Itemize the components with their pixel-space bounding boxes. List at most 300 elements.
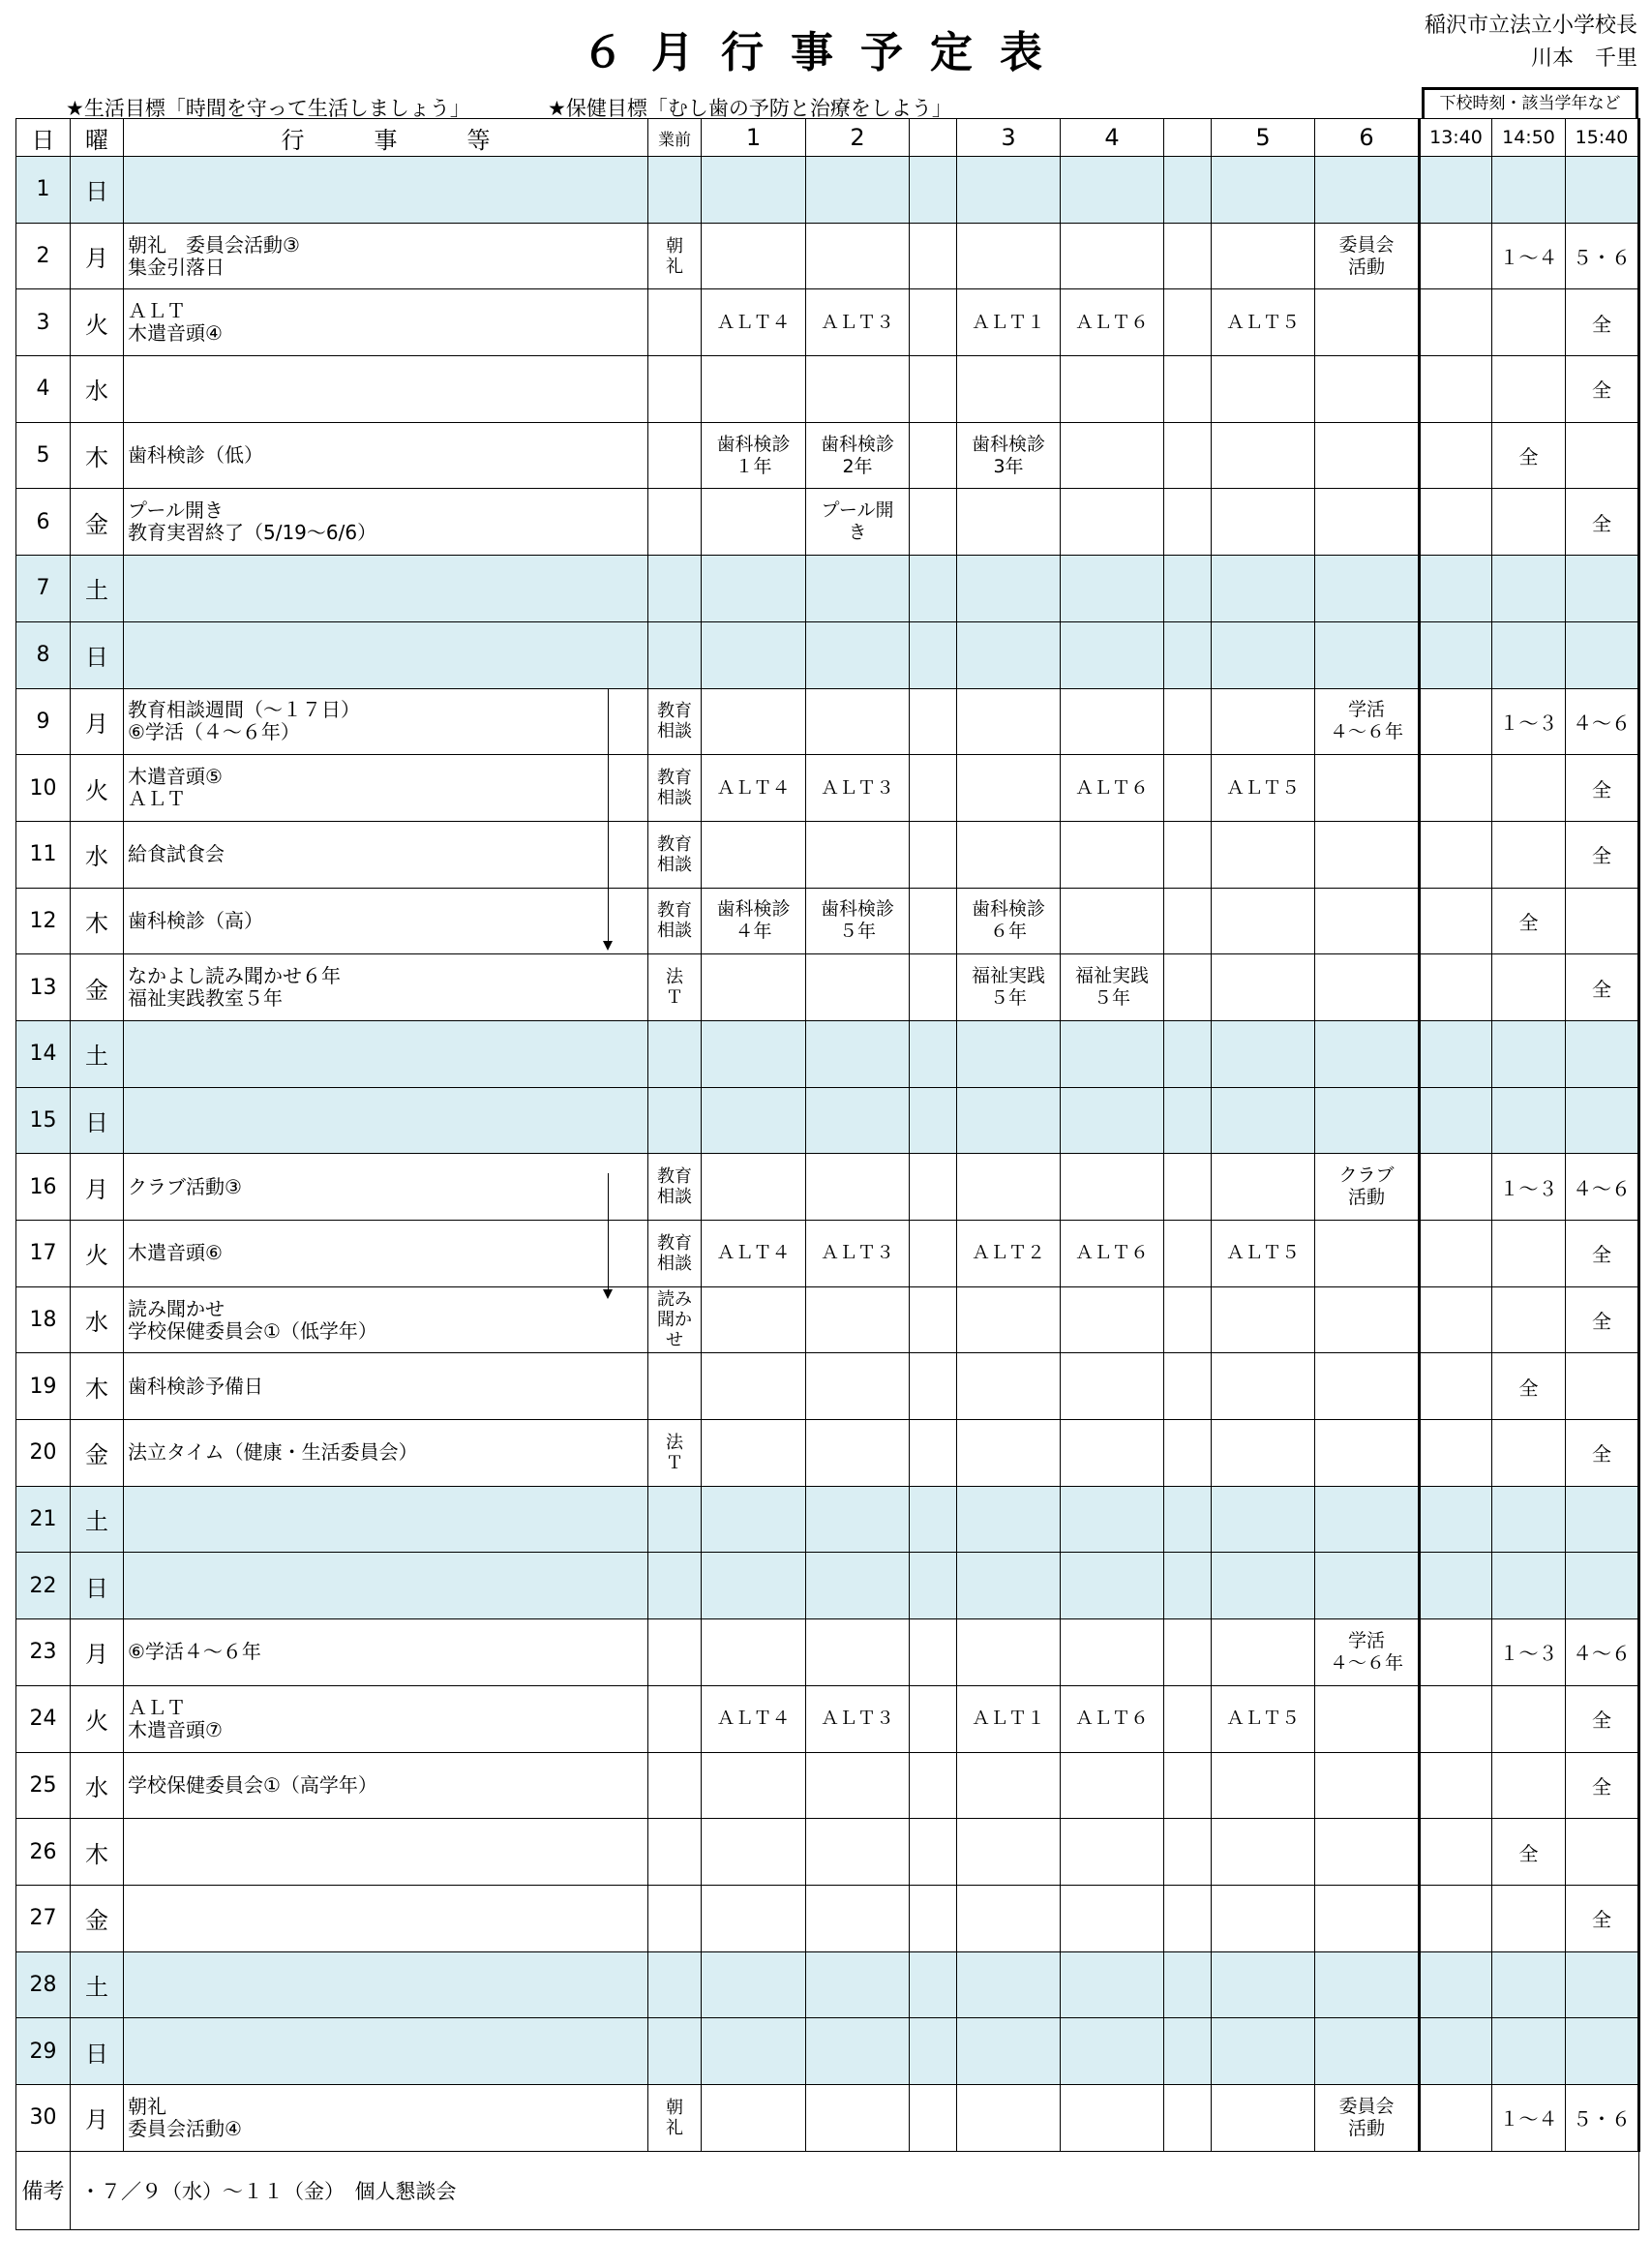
gap-cell — [1164, 1553, 1212, 1619]
gap-cell — [1164, 489, 1212, 556]
period-3-cell: ＡＬＴ１ — [957, 289, 1061, 356]
period-6-cell — [1315, 556, 1420, 622]
period-3-cell — [957, 1286, 1061, 1353]
dow-cell: 水 — [71, 356, 124, 423]
period-1-cell — [702, 556, 806, 622]
pre-class-cell — [648, 1885, 702, 1951]
col-period-3: 3 — [957, 119, 1061, 157]
period-6-cell — [1315, 489, 1420, 556]
period-6-cell — [1315, 2018, 1420, 2085]
dow-cell: 水 — [71, 1752, 124, 1819]
period-1-cell — [702, 1553, 806, 1619]
period-5-cell — [1212, 157, 1315, 224]
table-row — [16, 2084, 1639, 2151]
period-4-cell — [1061, 1087, 1164, 1154]
period-2-cell — [806, 157, 910, 224]
gap-cell — [1164, 356, 1212, 423]
period-5-cell: ＡＬＴ５ — [1212, 1221, 1315, 1287]
period-3-cell — [957, 755, 1061, 822]
gap-cell — [910, 223, 957, 289]
dismiss-1340-cell — [1420, 755, 1492, 822]
period-4-cell — [1061, 821, 1164, 888]
dismiss-1450-cell — [1492, 1087, 1566, 1154]
dismiss-1540-cell — [1566, 556, 1639, 622]
day-cell: 23 — [16, 1619, 71, 1686]
event-cell — [124, 157, 648, 224]
period-4-cell — [1061, 1951, 1164, 2018]
period-2-cell — [806, 1752, 910, 1819]
pre-class-cell: 教育 相談 — [648, 821, 702, 888]
day-cell: 21 — [16, 1486, 71, 1553]
table-row — [16, 1619, 1639, 1686]
gap-cell — [910, 1221, 957, 1287]
gap-cell — [910, 1752, 957, 1819]
day-cell: 16 — [16, 1154, 71, 1221]
pre-class-cell — [648, 621, 702, 688]
period-6-cell: クラブ 活動 — [1315, 1154, 1420, 1221]
period-2-cell — [806, 1154, 910, 1221]
dismiss-1340-cell — [1420, 1819, 1492, 1886]
period-5-cell: ＡＬＴ５ — [1212, 755, 1315, 822]
period-3-cell — [957, 1087, 1061, 1154]
day-cell: 27 — [16, 1885, 71, 1951]
period-5-cell: ＡＬＴ５ — [1212, 289, 1315, 356]
period-3-cell: ＡＬＴ２ — [957, 1221, 1061, 1287]
gap-cell — [1164, 1685, 1212, 1752]
gap-cell — [910, 1286, 957, 1353]
col-events: 行 事 等 — [124, 119, 648, 157]
gap-cell — [910, 688, 957, 755]
dismiss-1540-cell — [1566, 422, 1639, 489]
dismiss-1340-cell — [1420, 1286, 1492, 1353]
pre-class-cell — [648, 1353, 702, 1420]
period-1-cell: ＡＬＴ４ — [702, 1221, 806, 1287]
period-1-cell — [702, 821, 806, 888]
gap-cell — [1164, 755, 1212, 822]
school-principal-title: 稲沢市立法立小学校長 — [1424, 14, 1637, 38]
gap-cell — [910, 1951, 957, 2018]
period-6-cell — [1315, 1020, 1420, 1087]
gap-cell — [910, 1685, 957, 1752]
dismiss-1450-cell — [1492, 1221, 1566, 1287]
dismiss-1340-cell — [1420, 489, 1492, 556]
event-cell: ⑥学活４～６年 — [124, 1619, 648, 1686]
period-4-cell — [1061, 556, 1164, 622]
dismiss-1340-cell — [1420, 688, 1492, 755]
period-5-cell: ＡＬＴ５ — [1212, 1685, 1315, 1752]
period-1-cell — [702, 1885, 806, 1951]
period-5-cell — [1212, 489, 1315, 556]
dismiss-1340-cell — [1420, 1221, 1492, 1287]
event-cell: なかよし読み聞かせ６年 福祉実践教室５年 — [124, 954, 648, 1021]
dismiss-1540-cell — [1566, 621, 1639, 688]
gap-cell — [910, 356, 957, 423]
event-cell: 木遣音頭⑥ — [124, 1221, 648, 1287]
event-cell: 朝礼 委員会活動③ 集金引落日 — [124, 223, 648, 289]
period-4-cell — [1061, 1020, 1164, 1087]
period-4-cell — [1061, 157, 1164, 224]
pre-class-cell — [648, 1752, 702, 1819]
table-row — [16, 223, 1639, 289]
gap-cell — [1164, 157, 1212, 224]
period-1-cell — [702, 954, 806, 1021]
period-3-cell — [957, 2084, 1061, 2151]
period-5-cell — [1212, 1353, 1315, 1420]
period-1-cell — [702, 688, 806, 755]
dismiss-1540-cell: ４～６ — [1566, 1154, 1639, 1221]
gap-cell — [910, 821, 957, 888]
period-4-cell — [1061, 1154, 1164, 1221]
gap-cell — [910, 1353, 957, 1420]
day-cell: 10 — [16, 755, 71, 822]
dow-cell: 木 — [71, 888, 124, 954]
period-2-cell — [806, 223, 910, 289]
event-cell: 木遣音頭⑤ ＡＬＴ — [124, 755, 648, 822]
period-3-cell — [957, 1752, 1061, 1819]
day-cell: 28 — [16, 1951, 71, 2018]
period-4-cell — [1061, 1752, 1164, 1819]
event-cell: 読み聞かせ 学校保健委員会①（低学年） — [124, 1286, 648, 1353]
dismiss-1340-cell — [1420, 157, 1492, 224]
dismiss-1540-cell: ４～６ — [1566, 1619, 1639, 1686]
dismiss-1450-cell: １～４ — [1492, 2084, 1566, 2151]
period-5-cell — [1212, 223, 1315, 289]
day-cell: 26 — [16, 1819, 71, 1886]
period-2-cell: ＡＬＴ３ — [806, 1221, 910, 1287]
period-4-cell — [1061, 1486, 1164, 1553]
dismiss-1540-cell: 全 — [1566, 1221, 1639, 1287]
dismiss-1450-cell — [1492, 954, 1566, 1021]
period-4-cell — [1061, 1819, 1164, 1886]
table-row — [16, 489, 1639, 556]
col-gap-1 — [910, 119, 957, 157]
gap-cell — [910, 2084, 957, 2151]
dismiss-1540-cell — [1566, 1020, 1639, 1087]
gap-cell — [1164, 1885, 1212, 1951]
gap-cell — [910, 954, 957, 1021]
dow-cell: 土 — [71, 1486, 124, 1553]
period-6-cell — [1315, 821, 1420, 888]
period-6-cell — [1315, 1420, 1420, 1487]
gap-cell — [1164, 1353, 1212, 1420]
event-cell: ＡＬＴ 木遣音頭④ — [124, 289, 648, 356]
gap-cell — [1164, 1752, 1212, 1819]
period-2-cell: ＡＬＴ３ — [806, 755, 910, 822]
dow-cell: 木 — [71, 1819, 124, 1886]
event-cell — [124, 1951, 648, 2018]
dismiss-1340-cell — [1420, 1951, 1492, 2018]
dismiss-1340-cell — [1420, 2018, 1492, 2085]
col-period-5: 5 — [1212, 119, 1315, 157]
period-2-cell — [806, 1619, 910, 1686]
period-2-cell — [806, 1951, 910, 2018]
period-4-cell — [1061, 1353, 1164, 1420]
day-cell: 8 — [16, 621, 71, 688]
dismiss-1340-cell — [1420, 821, 1492, 888]
day-cell: 7 — [16, 556, 71, 622]
table-row — [16, 1685, 1639, 1752]
pre-class-cell: 教育 相談 — [648, 1154, 702, 1221]
dow-cell: 金 — [71, 1885, 124, 1951]
period-3-cell — [957, 1420, 1061, 1487]
gap-cell — [1164, 688, 1212, 755]
header-row — [16, 119, 1639, 157]
event-cell — [124, 1553, 648, 1619]
pre-class-cell: 読み 聞か せ — [648, 1286, 702, 1353]
gap-cell — [910, 422, 957, 489]
table-row — [16, 621, 1639, 688]
period-6-cell — [1315, 954, 1420, 1021]
period-5-cell — [1212, 954, 1315, 1021]
period-3-cell — [957, 621, 1061, 688]
dismiss-1540-cell — [1566, 888, 1639, 954]
pre-class-cell — [648, 1685, 702, 1752]
dismiss-1540-cell: 全 — [1566, 755, 1639, 822]
dow-cell: 金 — [71, 954, 124, 1021]
period-1-cell — [702, 1752, 806, 1819]
period-3-cell: 歯科検診 3年 — [957, 422, 1061, 489]
dismiss-1540-cell — [1566, 1087, 1639, 1154]
period-1-cell — [702, 1486, 806, 1553]
dismiss-1450-cell: 全 — [1492, 888, 1566, 954]
period-6-cell: 委員会 活動 — [1315, 223, 1420, 289]
dow-cell: 火 — [71, 1685, 124, 1752]
dismiss-1340-cell — [1420, 1154, 1492, 1221]
gap-cell — [1164, 2084, 1212, 2151]
period-2-cell — [806, 1553, 910, 1619]
gap-cell — [1164, 2018, 1212, 2085]
event-cell: 教育相談週間（～１７日） ⑥学活（４～６年） — [124, 688, 648, 755]
day-cell: 9 — [16, 688, 71, 755]
period-1-cell — [702, 1420, 806, 1487]
dismiss-1340-cell — [1420, 2084, 1492, 2151]
dismiss-1340-cell — [1420, 1353, 1492, 1420]
period-4-cell — [1061, 888, 1164, 954]
table-row — [16, 556, 1639, 622]
period-5-cell — [1212, 556, 1315, 622]
period-1-cell: 歯科検診 ４年 — [702, 888, 806, 954]
dismiss-1540-cell — [1566, 1486, 1639, 1553]
period-5-cell — [1212, 1286, 1315, 1353]
event-cell: 歯科検診（低） — [124, 422, 648, 489]
period-2-cell — [806, 1020, 910, 1087]
dow-cell: 水 — [71, 1286, 124, 1353]
dow-cell: 日 — [71, 157, 124, 224]
period-5-cell — [1212, 1619, 1315, 1686]
dow-cell: 火 — [71, 1221, 124, 1287]
gap-cell — [1164, 556, 1212, 622]
period-4-cell — [1061, 489, 1164, 556]
period-4-cell: ＡＬＴ６ — [1061, 1221, 1164, 1287]
dow-cell: 月 — [71, 223, 124, 289]
dismiss-1540-cell — [1566, 1951, 1639, 2018]
table-row — [16, 888, 1639, 954]
table-row — [16, 289, 1639, 356]
table-row — [16, 1486, 1639, 1553]
period-2-cell: ＡＬＴ３ — [806, 1685, 910, 1752]
period-3-cell — [957, 688, 1061, 755]
dismiss-1340-cell — [1420, 289, 1492, 356]
col-period-2: 2 — [806, 119, 910, 157]
gap-cell — [1164, 1819, 1212, 1886]
dismiss-1450-cell — [1492, 1885, 1566, 1951]
dow-cell: 金 — [71, 489, 124, 556]
period-4-cell — [1061, 1286, 1164, 1353]
period-1-cell — [702, 2084, 806, 2151]
period-6-cell — [1315, 1221, 1420, 1287]
day-cell: 30 — [16, 2084, 71, 2151]
dismissal-header: 下校時刻・該当学年など — [1422, 87, 1638, 118]
table-row — [16, 1286, 1639, 1353]
dow-cell: 金 — [71, 1420, 124, 1487]
gap-cell — [1164, 422, 1212, 489]
gap-cell — [910, 289, 957, 356]
period-6-cell — [1315, 1885, 1420, 1951]
gap-cell — [910, 556, 957, 622]
dow-cell: 月 — [71, 688, 124, 755]
gap-cell — [1164, 223, 1212, 289]
period-4-cell: ＡＬＴ６ — [1061, 1685, 1164, 1752]
event-cell: 歯科検診（高） — [124, 888, 648, 954]
period-5-cell — [1212, 1752, 1315, 1819]
dismiss-1540-cell: 全 — [1566, 1420, 1639, 1487]
pre-class-cell — [648, 422, 702, 489]
period-1-cell — [702, 157, 806, 224]
col-period-4: 4 — [1061, 119, 1164, 157]
period-4-cell: 福祉実践 ５年 — [1061, 954, 1164, 1021]
col-dow: 曜 — [71, 119, 124, 157]
dow-cell: 火 — [71, 289, 124, 356]
gap-cell — [1164, 289, 1212, 356]
dismiss-1540-cell: 全 — [1566, 489, 1639, 556]
dow-cell: 土 — [71, 556, 124, 622]
event-cell: 法立タイム（健康・生活委員会） — [124, 1420, 648, 1487]
dismiss-1340-cell — [1420, 422, 1492, 489]
gap-cell — [1164, 1420, 1212, 1487]
dismiss-1450-cell — [1492, 1685, 1566, 1752]
pre-class-cell: 朝 礼 — [648, 2084, 702, 2151]
dismiss-1450-cell — [1492, 1020, 1566, 1087]
period-4-cell — [1061, 1619, 1164, 1686]
period-2-cell — [806, 1286, 910, 1353]
day-cell: 29 — [16, 2018, 71, 2085]
period-2-cell: ＡＬＴ３ — [806, 289, 910, 356]
table-row — [16, 1087, 1639, 1154]
event-cell — [124, 2018, 648, 2085]
period-3-cell — [957, 2018, 1061, 2085]
dismiss-1540-cell: 全 — [1566, 1885, 1639, 1951]
dismiss-1450-cell — [1492, 755, 1566, 822]
principal-person: 川本 千里 — [1530, 46, 1637, 71]
counseling-week-arrow-1 — [608, 689, 609, 949]
period-6-cell: 委員会 活動 — [1315, 2084, 1420, 2151]
gap-cell — [910, 1885, 957, 1951]
principal-name — [1425, 10, 1637, 76]
period-4-cell — [1061, 223, 1164, 289]
remarks-label: 備考 — [16, 2151, 71, 2229]
period-6-cell — [1315, 1685, 1420, 1752]
period-3-cell — [957, 1020, 1061, 1087]
table-row — [16, 821, 1639, 888]
period-1-cell — [702, 1087, 806, 1154]
pre-class-cell — [648, 356, 702, 423]
dismiss-1340-cell — [1420, 356, 1492, 423]
period-2-cell: 歯科検診 2年 — [806, 422, 910, 489]
day-cell: 12 — [16, 888, 71, 954]
day-cell: 18 — [16, 1286, 71, 1353]
gap-cell — [910, 1020, 957, 1087]
dismiss-1450-cell — [1492, 1486, 1566, 1553]
period-5-cell — [1212, 1420, 1315, 1487]
gap-cell — [910, 2018, 957, 2085]
period-4-cell — [1061, 422, 1164, 489]
gap-cell — [1164, 1951, 1212, 2018]
period-1-cell: 歯科検診 １年 — [702, 422, 806, 489]
day-cell: 25 — [16, 1752, 71, 1819]
dismiss-1540-cell: ５・６ — [1566, 2084, 1639, 2151]
period-3-cell — [957, 1353, 1061, 1420]
event-cell — [124, 1087, 648, 1154]
period-2-cell — [806, 2084, 910, 2151]
dismiss-1340-cell — [1420, 888, 1492, 954]
period-3-cell — [957, 1819, 1061, 1886]
dismiss-1340-cell — [1420, 1752, 1492, 1819]
period-4-cell — [1061, 688, 1164, 755]
day-cell: 4 — [16, 356, 71, 423]
gap-cell — [910, 755, 957, 822]
gap-cell — [910, 157, 957, 224]
schedule-table — [15, 118, 1640, 2230]
pre-class-cell — [648, 2018, 702, 2085]
table-row — [16, 1553, 1639, 1619]
period-5-cell — [1212, 1819, 1315, 1886]
dismiss-1450-cell — [1492, 157, 1566, 224]
event-cell — [124, 1020, 648, 1087]
gap-cell — [1164, 1154, 1212, 1221]
dismiss-1540-cell — [1566, 2018, 1639, 2085]
period-2-cell: 歯科検診 ５年 — [806, 888, 910, 954]
period-6-cell — [1315, 1553, 1420, 1619]
period-4-cell: ＡＬＴ６ — [1061, 755, 1164, 822]
period-5-cell — [1212, 888, 1315, 954]
period-2-cell — [806, 2018, 910, 2085]
period-5-cell — [1212, 1087, 1315, 1154]
period-2-cell — [806, 1087, 910, 1154]
gap-cell — [1164, 621, 1212, 688]
gap-cell — [910, 489, 957, 556]
period-1-cell — [702, 1286, 806, 1353]
table-row — [16, 1420, 1639, 1487]
table-row — [16, 1951, 1639, 2018]
day-cell: 15 — [16, 1087, 71, 1154]
dismiss-1450-cell — [1492, 489, 1566, 556]
period-3-cell — [957, 1553, 1061, 1619]
event-cell: クラブ活動③ — [124, 1154, 648, 1221]
period-2-cell — [806, 954, 910, 1021]
gap-cell — [910, 621, 957, 688]
table-row — [16, 2018, 1639, 2085]
pre-class-cell: 教育 相談 — [648, 888, 702, 954]
period-2-cell — [806, 621, 910, 688]
day-cell: 11 — [16, 821, 71, 888]
dow-cell: 木 — [71, 1353, 124, 1420]
table-row — [16, 157, 1639, 224]
period-1-cell — [702, 1819, 806, 1886]
dow-cell: 土 — [71, 1951, 124, 2018]
period-1-cell: ＡＬＴ４ — [702, 755, 806, 822]
table-row — [16, 755, 1639, 822]
gap-cell — [910, 1619, 957, 1686]
